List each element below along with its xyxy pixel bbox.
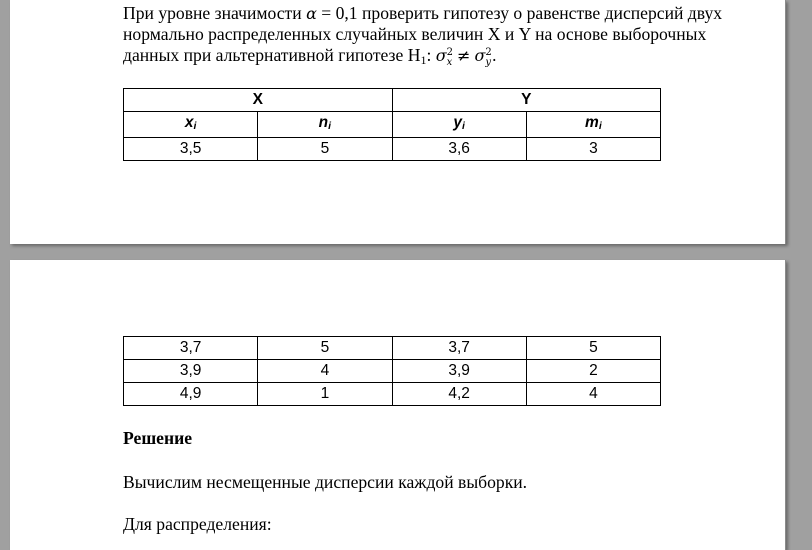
table-cell: 3,7 bbox=[392, 337, 526, 360]
group-header-x: X bbox=[124, 89, 393, 112]
problem-text-2: проверить гипотезу о равенстве дисперсий двух нормально распределенных случайных величин X и Y на основе выборочных данных при альтернативной гипотезе bbox=[123, 3, 723, 65]
solution-paragraph-variances: Вычислим несмещенные дисперсии каждой выборки. bbox=[123, 472, 528, 492]
alpha-symbol: α bbox=[306, 4, 317, 23]
table-cell: 3,9 bbox=[392, 360, 526, 383]
sample-data-table-part2 bbox=[123, 336, 661, 406]
document-page-2 bbox=[10, 260, 786, 550]
table-cell: 2 bbox=[526, 360, 660, 383]
alternative-hypothesis-formula: σ 2 x ≠ σ 2 y . bbox=[435, 46, 497, 68]
table-cell: 5 bbox=[258, 337, 392, 360]
sample-data-table-part1 bbox=[123, 88, 661, 161]
table-cell: 3,9 bbox=[124, 360, 258, 383]
table-group-header-row bbox=[124, 89, 661, 112]
table-cell: 3,6 bbox=[392, 138, 526, 161]
table-cell: 4,2 bbox=[392, 383, 526, 406]
table-cell: 1 bbox=[258, 383, 392, 406]
table-cell: 4,9 bbox=[124, 383, 258, 406]
column-header-ni: ni bbox=[258, 112, 392, 138]
group-header-y: Y bbox=[392, 89, 661, 112]
table-cell: 3,7 bbox=[124, 337, 258, 360]
table-cell: 4 bbox=[258, 360, 392, 383]
column-header-xi: xi bbox=[124, 112, 258, 138]
solution-paragraph-distribution: Для распределения: bbox=[123, 514, 272, 534]
table-cell: 5 bbox=[258, 138, 392, 161]
column-header-yi: yi bbox=[392, 112, 526, 138]
table-cell: 4 bbox=[526, 383, 660, 406]
column-header-mi: mi bbox=[526, 112, 660, 138]
table-cell: 5 bbox=[526, 337, 660, 360]
table-row bbox=[124, 360, 661, 383]
problem-text-1: При уровне значимости bbox=[123, 3, 307, 23]
table-column-header-row bbox=[124, 112, 661, 138]
problem-statement bbox=[123, 3, 763, 71]
table-row bbox=[124, 383, 661, 406]
table-cell: 3,5 bbox=[124, 138, 258, 161]
document-page-1 bbox=[10, 0, 786, 244]
solution-heading: Решение bbox=[123, 428, 193, 448]
hypothesis-label: H1: bbox=[407, 45, 436, 67]
table-row bbox=[124, 337, 661, 360]
table-row bbox=[124, 138, 661, 161]
table-cell: 3 bbox=[526, 138, 660, 161]
alpha-value: = 0,1 bbox=[316, 3, 358, 23]
